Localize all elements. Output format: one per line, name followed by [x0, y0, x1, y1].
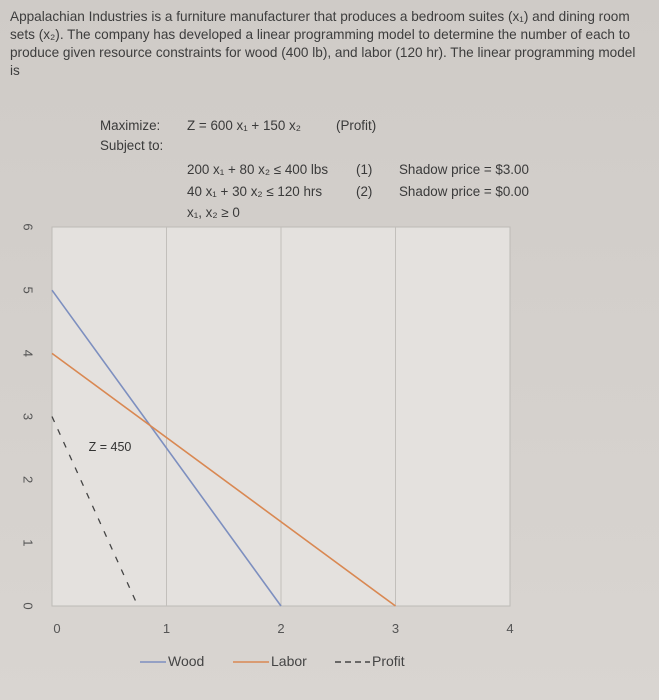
constraint-labor: 40 x₁ + 30 x₂ ≤ 120 hrs	[187, 184, 323, 199]
constraint-labor-tag: (2)	[356, 184, 373, 199]
problem-intro: Appalachian Industries is a furniture manufacturer that produces a bedroom suites (x₁) and dining room sets (x₂). The company has developed a linear programming model to determine the number of each to produce given resource constraints for wood (400 lb), and labor (120 hr). The linear programming model is	[10, 9, 636, 78]
shadow-price-labor: Shadow price = $0.00	[399, 184, 529, 199]
nonnegativity-constraint: x₁, x₂ ≥ 0	[187, 205, 240, 220]
legend-label-profit: Profit	[372, 653, 405, 669]
x-tick-label: 3	[391, 621, 400, 636]
objective-function: Z = 600 x₁ + 150 x₂	[187, 118, 301, 133]
y-tick-label: 4	[20, 349, 36, 357]
feasible-region-chart	[0, 210, 659, 700]
x-tick-label: 1	[162, 621, 171, 636]
y-tick-label: 1	[20, 539, 36, 547]
profit-annotation: Z = 450	[88, 440, 132, 455]
legend-label-labor: Labor	[271, 653, 307, 669]
constraint-wood-tag: (1)	[356, 162, 373, 177]
x-tick-label: 2	[277, 621, 285, 636]
maximize-label: Maximize:	[100, 118, 161, 133]
constraint-wood: 200 x₁ + 80 x₂ ≤ 400 lbs	[187, 162, 329, 177]
y-tick-label: 2	[20, 476, 36, 484]
shadow-price-wood: Shadow price = $3.00	[399, 162, 529, 177]
legend-label-wood: Wood	[168, 653, 205, 669]
y-tick-label: 5	[20, 286, 36, 294]
x-tick-label: 4	[506, 621, 514, 636]
y-tick-label: 6	[20, 223, 36, 231]
subject-to-label: Subject to:	[100, 138, 164, 153]
y-tick-label: 0	[20, 602, 36, 610]
objective-note: (Profit)	[336, 118, 377, 133]
x-tick-label: 0	[53, 621, 61, 636]
y-tick-label: 3	[20, 412, 36, 421]
